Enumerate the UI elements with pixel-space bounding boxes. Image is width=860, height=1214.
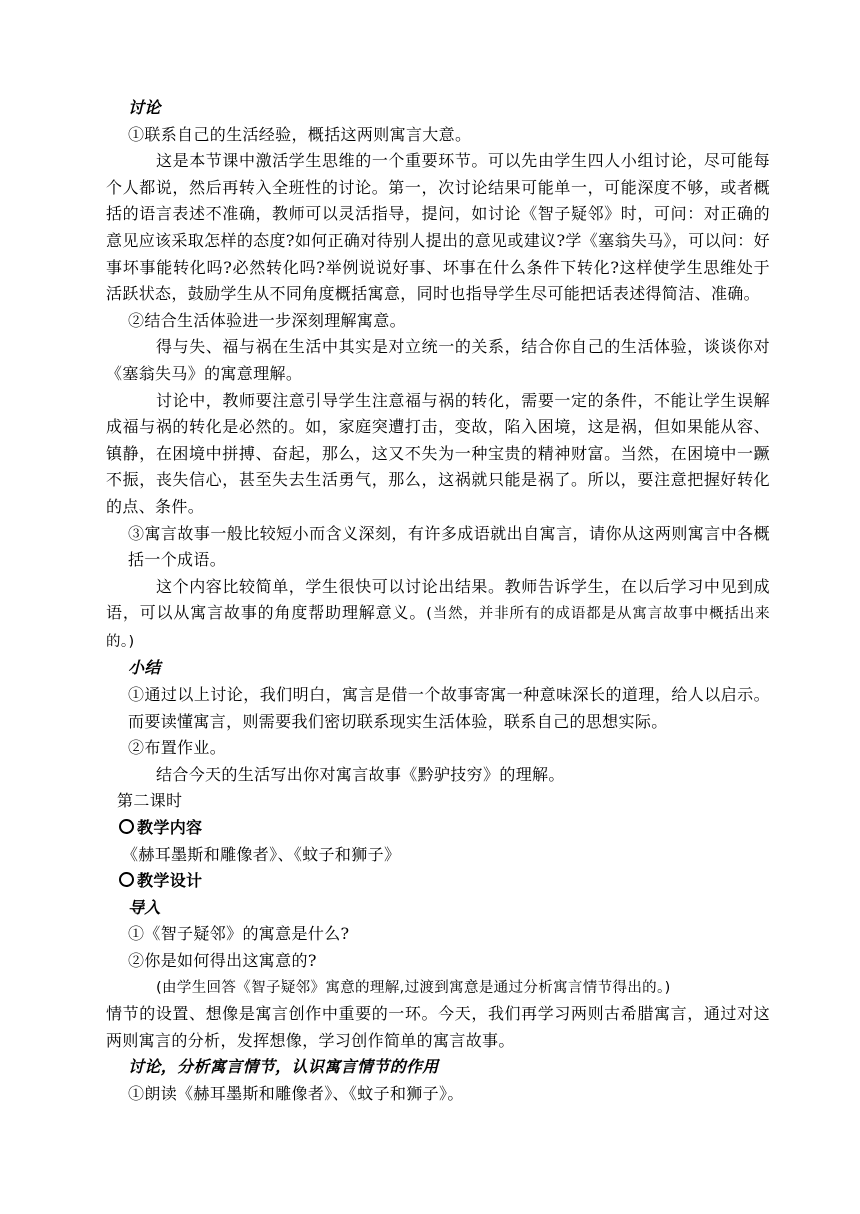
discussion-item-3-text: ③寓言故事一般比较短小而含义深刻，有许多成语就出自寓言，请你从这两则寓言中各概括一个成语。 (128, 523, 770, 570)
lesson2-read-item: ①朗读《赫耳墨斯和雕像者》、《蚊子和狮子》。 (128, 1083, 464, 1103)
summary-item-2: ②布置作业。 (128, 738, 227, 758)
discussion-paragraph-1: 这是本节课中激活学生思维的一个重要环节。可以先由学生四人小组讨论，尽可能每个人都说，然后再转入全班性的讨论。第一，次讨论结果可能单一，可能深度不够，或者概括的语言表述不准确，教师可以灵活指导，提问，如讨论《智子疑邻》时，可问：对正确的意见应该采取怎样的态度?如何正确对待别人提出的意见或建议?学《塞翁失马》，可以问：好事坏事能转化吗?必然转化吗?举例说说好事、坏事在什么条件下转化?这样使学生思维处于活跃状态，鼓励学生从不同角度概括寓意，同时也指导学生尽可能把话表述得简洁、准确。 (106, 151, 770, 304)
discussion-heading: 讨论 (128, 98, 161, 117)
discussion-paragraph-4-note: (当然，并非所有的成语都是从寓言故事中概括出来的。) (106, 606, 770, 650)
lesson2-intro-heading: 导入 (128, 897, 161, 917)
discussion-item-1: ①联系自己的生活经验，概括这两则寓言大意。 (128, 124, 472, 144)
lesson2-design-heading-text: 教学设计 (137, 871, 203, 891)
lesson2-question-1: ①《智子疑邻》的寓意是什么? (128, 924, 350, 944)
document-page (106, 95, 770, 1108)
discussion-item-2: ②结合生活体验进一步深刻理解寓意。 (128, 310, 406, 330)
lesson2-discussion-heading: 讨论，分析寓言情节，认识寓言情节的作用 (128, 1057, 439, 1077)
lesson2-intro-note: (由学生回答《智子疑邻》寓意的理解,过渡到寓意是通过分析寓言情节得出的。) (156, 979, 671, 996)
summary-heading: 小结 (128, 658, 161, 678)
lesson2-content: 《赫耳墨斯和雕像者》、《蚊子和狮子》 (122, 844, 401, 864)
lesson2-content-heading-text: 教学内容 (137, 818, 203, 838)
lesson2-intro-text: 情节的设置、想像是寓言创作中重要的一环。今天，我们再学习两则古希腊寓言，通过对这两则寓言的分析，发挥想像，学习创作简单的寓言故事。 (106, 1004, 770, 1050)
discussion-paragraph-4 (106, 574, 770, 656)
lesson2-title: 第二课时 (117, 791, 183, 811)
discussion-paragraph-4-text: 这个内容比较简单，学生很快可以讨论出结果。教师告诉学生，在以后学习中见到成语，可以从寓言故事的角度帮助理解意义。 (106, 576, 770, 623)
circle-bullet-icon (119, 819, 134, 834)
lesson2-content-heading (106, 815, 770, 842)
summary-homework: 结合今天的生活写出你对寓言故事《黔驴技穷》的理解。 (156, 764, 565, 784)
summary-item-1: ①通过以上讨论，我们明白，寓言是借一个故事寄寓一种意味深长的道理，给人以启示。而要读懂寓言，则需要我们密切联系现实生活体验，联系自己的思想实际。 (128, 685, 770, 731)
discussion-paragraph-2: 得与失、福与祸在生活中其实是对立统一的关系，结合你自己的生活体验，谈谈你对《塞翁失马》的寓意理解。 (106, 337, 770, 383)
discussion-item-3 (106, 521, 770, 574)
discussion-paragraph-3: 讨论中，教师要注意引导学生注意福与祸的转化，需要一定的条件，不能让学生误解成福与祸的转化是必然的。如，家庭突遭打击，变故，陷入困境，这是祸，但如果能从容、镇静，在困境中拼搏、奋起，那么，这又不失为一种宝贵的精神财富。当然，在困境中一蹶不振，丧失信心，甚至失去生活勇气，那么，这祸就只能是祸了。所以，要注意把握好转化的点、条件。 (106, 390, 770, 516)
lesson2-design-heading (106, 868, 770, 895)
circle-bullet-icon (119, 872, 134, 887)
lesson2-question-2: ②你是如何得出这寓意的? (128, 951, 317, 970)
